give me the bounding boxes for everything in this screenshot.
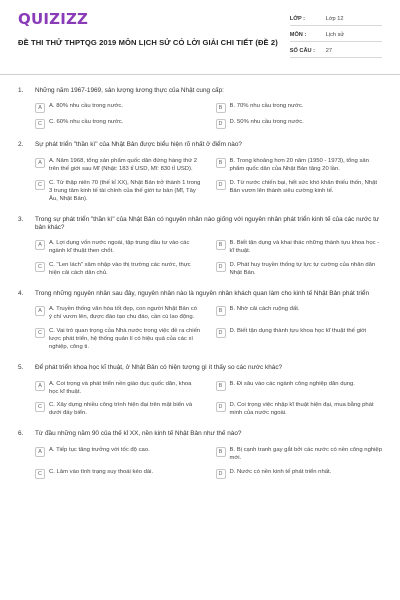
info-label: MÔN : xyxy=(289,31,307,38)
info-row-class xyxy=(290,14,382,26)
option-letter-badge: D xyxy=(216,119,226,129)
option-letter-badge: A xyxy=(35,158,45,168)
info-row-count xyxy=(290,46,382,58)
question-header xyxy=(18,216,382,233)
header xyxy=(18,10,382,74)
answer-option-b[interactable] xyxy=(216,381,383,397)
header-divider xyxy=(0,74,400,75)
question-list xyxy=(18,87,382,479)
option-letter-badge: A xyxy=(35,103,45,113)
answer-option-b[interactable] xyxy=(216,158,383,174)
option-text: A. Tiếp tục tăng trưởng với tốc độ cao. xyxy=(49,446,150,453)
answer-option-c[interactable] xyxy=(35,180,202,204)
question-header xyxy=(18,290,382,298)
header-left xyxy=(18,10,290,47)
quizizz-logo: QUIZIZZ xyxy=(18,10,89,28)
answer-option-d[interactable] xyxy=(216,119,383,129)
answer-option-c[interactable] xyxy=(35,402,202,418)
question-text: Trong những nguyên nhân sau đây, nguyên nhân nào là nguyên nhân khách quan làm cho kinh tế Nhật Bản phát triển xyxy=(35,290,369,298)
question-2 xyxy=(18,141,382,203)
info-value: Lớp 12 xyxy=(325,15,344,22)
answer-options xyxy=(35,240,382,278)
answer-options xyxy=(35,103,382,129)
option-text: C. Từ thập niên 70 (thế kỉ XX), Nhật Bản trở thành 1 trong 3 trung tâm kinh tế tài chính của thế giới tư bản (Mĩ, Tây Âu, Nhật Bản). xyxy=(49,179,201,202)
option-letter-badge: C xyxy=(35,328,45,338)
question-number: 5. xyxy=(18,364,24,372)
question-header xyxy=(18,430,382,438)
option-text: D. Từ nước chiến bại, hết sức khó khăn thiếu thốn, Nhật Bản vươn lên thành siêu cường kinh tế. xyxy=(229,179,378,194)
info-value: 27 xyxy=(325,47,333,54)
option-letter-badge: B xyxy=(216,306,226,316)
question-text: Những năm 1967-1969, sản lượng lương thực của Nhật cung cấp: xyxy=(35,87,224,94)
question-text: Để phát triển khoa học kĩ thuật, ở Nhật Bản có hiện tượng gì ít thấy so các nước khác? xyxy=(35,364,283,372)
answer-option-b[interactable] xyxy=(216,240,383,256)
question-header xyxy=(18,87,382,95)
option-letter-badge: A xyxy=(35,381,45,391)
question-3 xyxy=(18,216,382,279)
option-letter-badge: C xyxy=(35,469,45,479)
answer-option-d[interactable] xyxy=(216,262,383,278)
answer-option-c[interactable] xyxy=(35,262,202,278)
answer-option-b[interactable] xyxy=(216,306,383,322)
option-letter-badge: B xyxy=(216,103,226,113)
option-text: A. Năm 1968, tổng sản phẩm quốc dân đứng hàng thứ 2 trên thế giới sau Mĩ (Nhật: 183 tỉ USD, Mĩ: 830 tỉ USD). xyxy=(49,157,198,172)
question-6 xyxy=(18,430,382,478)
option-text: B. Biết tận dụng và khai thác những thành tựu khoa học - kĩ thuật. xyxy=(229,240,380,255)
answer-option-a[interactable] xyxy=(35,381,202,397)
question-4 xyxy=(18,290,382,352)
option-letter-badge: B xyxy=(216,381,226,391)
option-text: B. Nhờ cải cách ruộng đất. xyxy=(229,306,300,313)
option-text: C. "Len lách" xâm nhập vào thị trường các nước, thực hiện cải cách dân chủ. xyxy=(49,262,191,277)
option-text: A. Lợi dụng vốn nước ngoài, tập trung đầu tư vào các ngành kĩ thuật then chốt. xyxy=(49,240,190,255)
option-text: C. 60% nhu cầu trong nước. xyxy=(49,119,124,126)
answer-option-a[interactable] xyxy=(35,158,202,174)
option-text: D. Phát huy truyền thống tự lực tự cường của nhân dân Nhật Bản. xyxy=(229,262,376,277)
option-text: C. Lâm vào tình trạng suy thoái kéo dài. xyxy=(49,468,154,475)
answer-options xyxy=(35,158,382,204)
answer-option-d[interactable] xyxy=(216,328,383,352)
option-text: B. Đi sâu vào các ngành công nghiệp dân dụng. xyxy=(229,380,355,387)
question-header xyxy=(18,141,382,149)
option-text: B. Bị cạnh tranh gay gắt bởi các nước có nền công nghiệp mới. xyxy=(229,446,382,461)
option-text: A. Coi trọng và phát triển nền giáo dục quốc dân, khoa học kĩ thuật. xyxy=(49,380,192,395)
info-row-subject xyxy=(290,30,382,42)
option-letter-badge: B xyxy=(216,158,226,168)
option-letter-badge: D xyxy=(216,469,226,479)
answer-options xyxy=(35,306,382,352)
answer-option-c[interactable] xyxy=(35,119,202,129)
option-letter-badge: C xyxy=(35,262,45,272)
question-number: 3. xyxy=(18,215,24,223)
option-letter-badge: C xyxy=(35,119,45,129)
info-label: SỐ CÂU : xyxy=(289,47,315,54)
option-letter-badge: A xyxy=(35,447,45,457)
question-number: 1. xyxy=(18,87,24,94)
answer-option-c[interactable] xyxy=(35,328,202,352)
info-panel xyxy=(290,14,382,62)
answer-options xyxy=(35,447,382,479)
answer-option-d[interactable] xyxy=(216,180,383,204)
option-text: A. 80% nhu cầu trong nước. xyxy=(49,103,123,110)
answer-option-a[interactable] xyxy=(35,103,202,113)
option-text: D. Coi trọng việc nhập kĩ thuật hiện đại, mua bằng phát minh của nước ngoài. xyxy=(229,402,374,417)
info-value: Lịch sử xyxy=(325,31,345,38)
option-text: B. Trong khoảng hơn 20 năm (1950 - 1973), tổng sản phẩm quốc dân của Nhật Bản tăng 20 lần. xyxy=(229,157,369,172)
info-label: LỚP : xyxy=(289,15,306,22)
option-text: B. 70% nhu cầu trong nước. xyxy=(229,103,304,110)
answer-option-d[interactable] xyxy=(216,402,383,418)
option-text: C. Xây dựng nhiều công trình hiện đại trên mặt biển và dưới đáy biển. xyxy=(49,402,193,417)
option-letter-badge: B xyxy=(216,240,226,250)
question-5 xyxy=(18,364,382,418)
question-number: 6. xyxy=(18,430,24,438)
answer-option-a[interactable] xyxy=(35,240,202,256)
question-number: 2. xyxy=(18,141,24,149)
option-text: A. Truyền thống văn hóa tốt đẹp, con người Nhật Bản có ý chí vươn lên, được đào tạo chu đáo, cần cù lao động. xyxy=(49,306,197,321)
question-number: 4. xyxy=(18,290,24,298)
answer-option-b[interactable] xyxy=(216,447,383,463)
option-text: C. Vai trò quan trọng của Nhà nước trong việc đề ra chiến lược phát triển, hệ thống quản lí có hiệu quả của các xí nghiệp, công ti. xyxy=(49,328,201,351)
option-text: D. Nước có nền kinh tế phát triển nhất. xyxy=(229,468,332,475)
question-text: Trong sự phát triển "thần kì" của Nhật Bản có nguyên nhân nào giống với nguyên nhân phát triển kinh tế của các nước tư bản khác? xyxy=(35,215,380,231)
document-title: ĐỀ THI THỬ THPTQG 2019 MÔN LỊCH SỬ CÓ LỜI GIẢI CHI TIẾT (ĐỀ 2) xyxy=(18,37,278,47)
option-letter-badge: D xyxy=(216,180,226,190)
answer-option-b[interactable] xyxy=(216,103,383,113)
answer-option-c[interactable] xyxy=(35,469,202,479)
question-text: Từ đầu những năm 90 của thế kỉ XX, nền kinh tế Nhật Bản như thế nào? xyxy=(35,430,242,438)
option-letter-badge: C xyxy=(35,402,45,412)
question-text: Sự phát triển "thần kì" của Nhật Bản được biểu hiện rõ nhất ở điểm nào? xyxy=(35,141,242,149)
option-letter-badge: B xyxy=(216,447,226,457)
option-letter-badge: C xyxy=(35,180,45,190)
question-header xyxy=(18,364,382,372)
option-letter-badge: D xyxy=(216,402,226,412)
option-text: D. Biết tận dụng thành tựu khoa học kĩ thuật thế giới xyxy=(229,328,367,335)
answer-option-d[interactable] xyxy=(216,469,383,479)
answer-options xyxy=(35,381,382,419)
option-text: D. 50% nhu cầu trong nước. xyxy=(229,119,304,126)
answer-option-a[interactable] xyxy=(35,306,202,322)
option-letter-badge: A xyxy=(35,240,45,250)
question-1 xyxy=(18,87,382,129)
answer-option-a[interactable] xyxy=(35,447,202,463)
option-letter-badge: D xyxy=(216,328,226,338)
option-letter-badge: A xyxy=(35,306,45,316)
option-letter-badge: D xyxy=(216,262,226,272)
